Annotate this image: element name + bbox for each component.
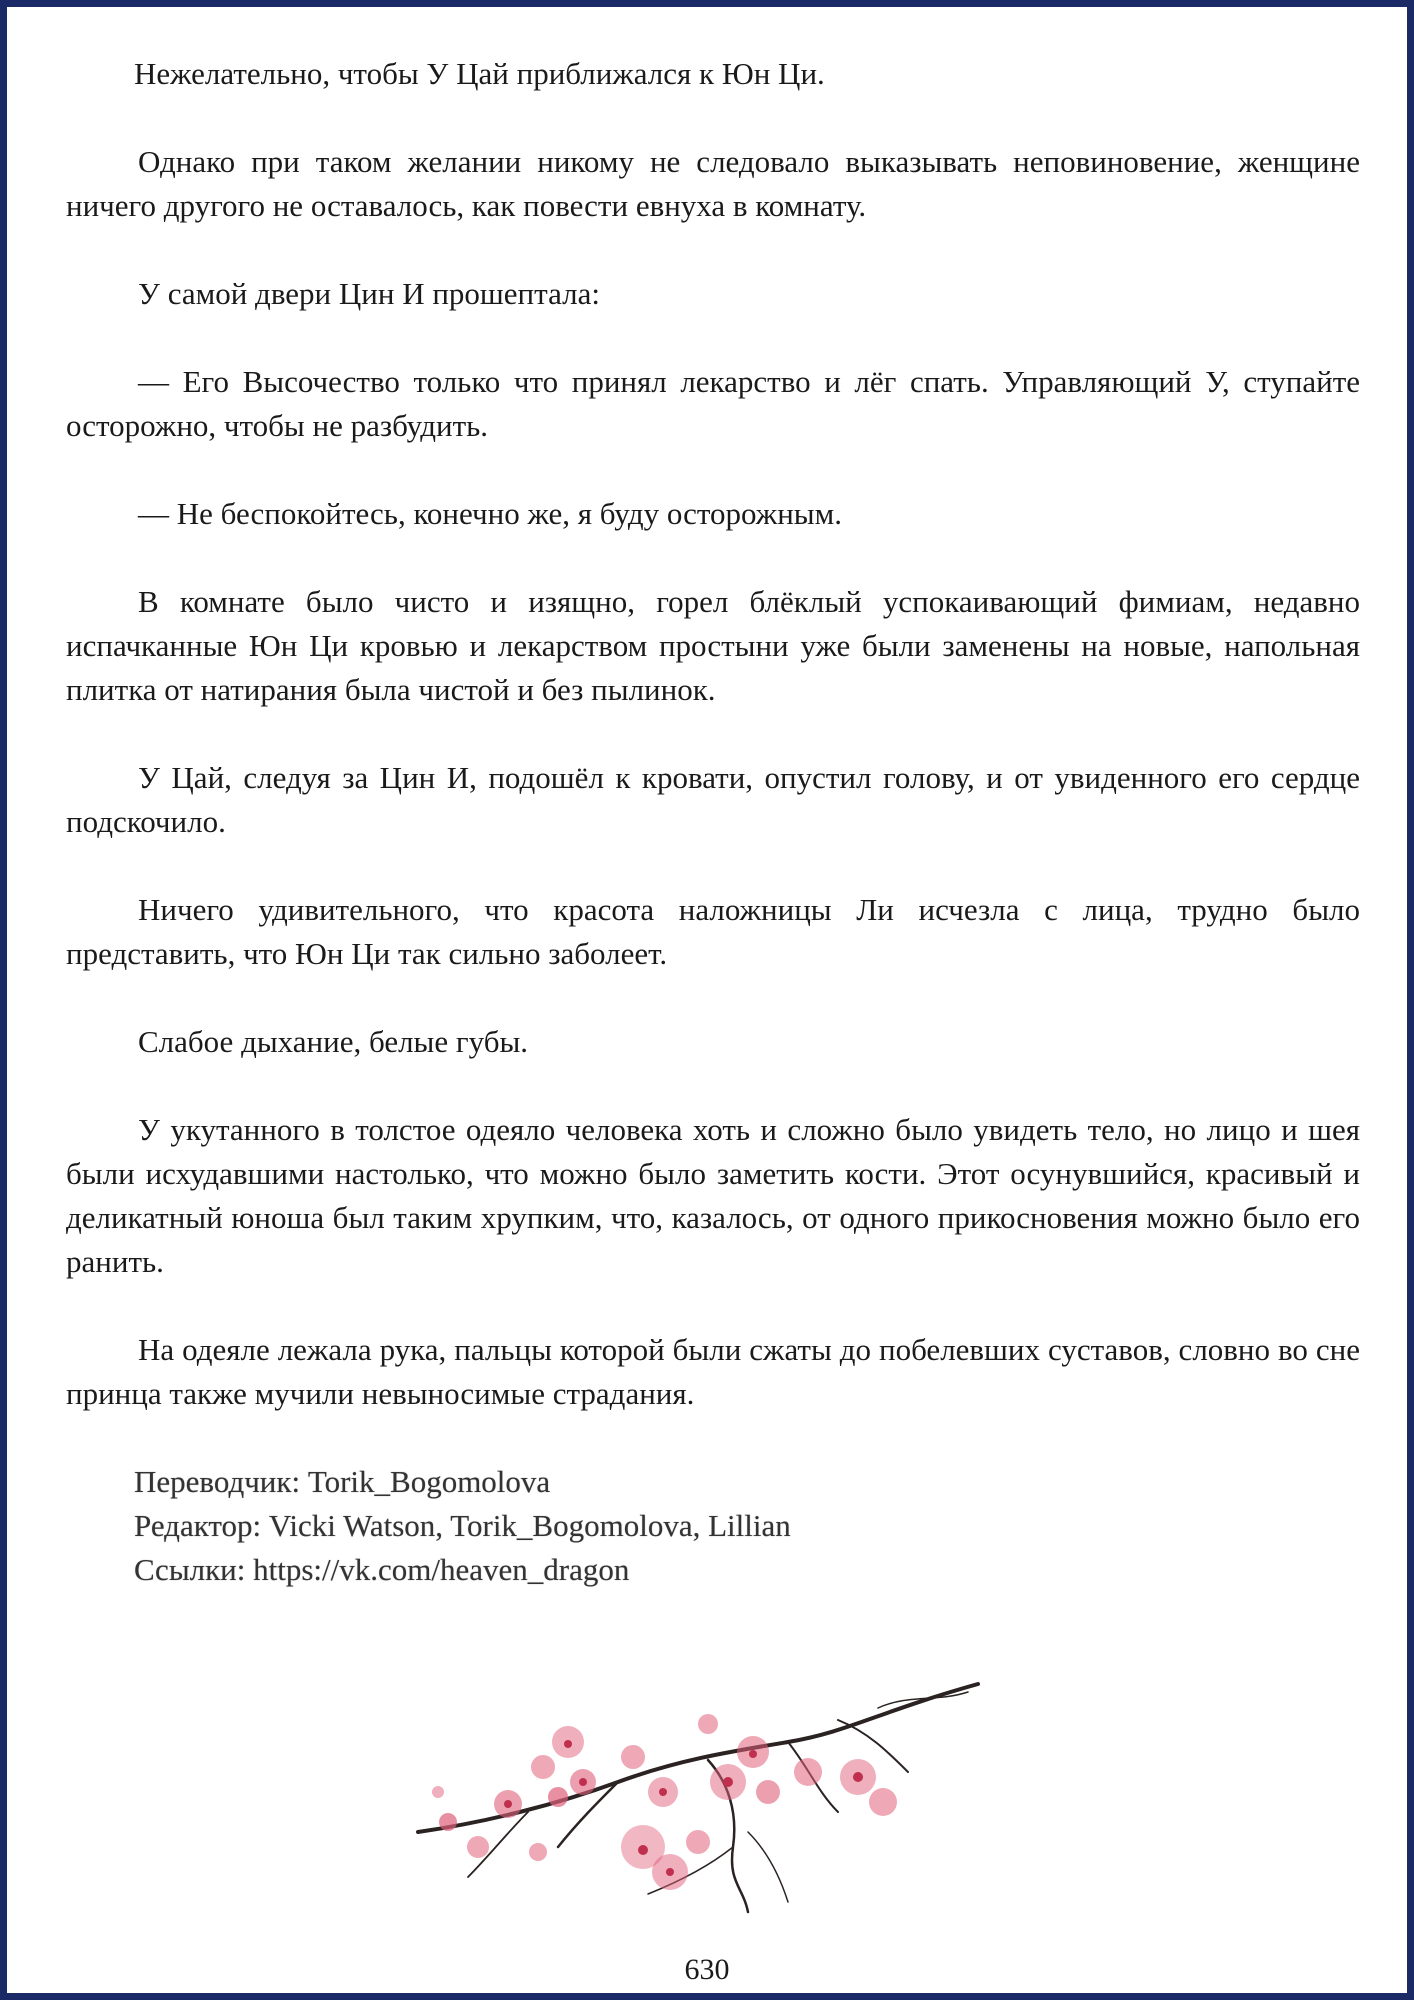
credits-translator: Переводчик: Torik_Bogomolova: [134, 1464, 551, 1499]
page-body: [66, 52, 1360, 1592]
blossom-petals: [432, 1714, 897, 1890]
paragraph-1: Нежелательно, чтобы У Цай приближался к Юн Ци.: [134, 56, 825, 91]
paragraph-3: У самой двери Цин И прошептала:: [138, 276, 600, 311]
paragraph-10: У укутанного в толстое одеяло человека хоть и сложно было увидеть тело, но лицо и шея были исхудавшими настолько, что можно было заметить кости. Этот осунувшийся, красивый и деликатный юноша был таким хрупким, что, казалось, от одного прикосновения можно было его ранить.: [66, 1112, 1360, 1279]
paragraph-7: У Цай, следуя за Цин И, подошёл к кровати, опустил голову, и от увиденного его сердце подскочило.: [66, 760, 1360, 839]
credits-editor: Редактор: Vicki Watson, Torik_Bogomolova, Lillian: [134, 1508, 791, 1543]
paragraph-8: Ничего удивительного, что красота наложницы Ли исчезла с лица, трудно было представить, что Юн Ци так сильно заболеет.: [66, 892, 1360, 971]
paragraph-2: Однако при таком желании никому не следовало выказывать неповиновение, женщине ничего другого не оставалось, как повести евнуха в комнату.: [66, 144, 1360, 223]
paragraph-11: На одеяле лежала рука, пальцы которой были сжаты до побелевших суставов, словно во сне принца также мучили невыносимые страдания.: [66, 1332, 1360, 1411]
paragraph-4: — Его Высочество только что принял лекарство и лёг спать. Управляющий У, ступайте осторожно, чтобы не разбудить.: [66, 364, 1360, 443]
credits: [66, 1460, 1360, 1592]
paragraph-5: — Не беспокойтесь, конечно же, я буду осторожным.: [138, 496, 842, 531]
cherry-blossom-illustration: [408, 1672, 988, 1934]
paragraph-6: В комнате было чисто и изящно, горел блёклый успокаивающий фимиам, недавно испачканные Юн Ци кровью и лекарством простыни уже были заменены на новые, напольная плитка от натирания была чистой и без пылинок.: [66, 584, 1360, 707]
paragraph-9: Слабое дыхание, белые губы.: [138, 1024, 529, 1059]
credits-links[interactable]: Ссылки: https://vk.com/heaven_dragon: [134, 1552, 630, 1587]
page-number: 630: [684, 1953, 730, 1986]
